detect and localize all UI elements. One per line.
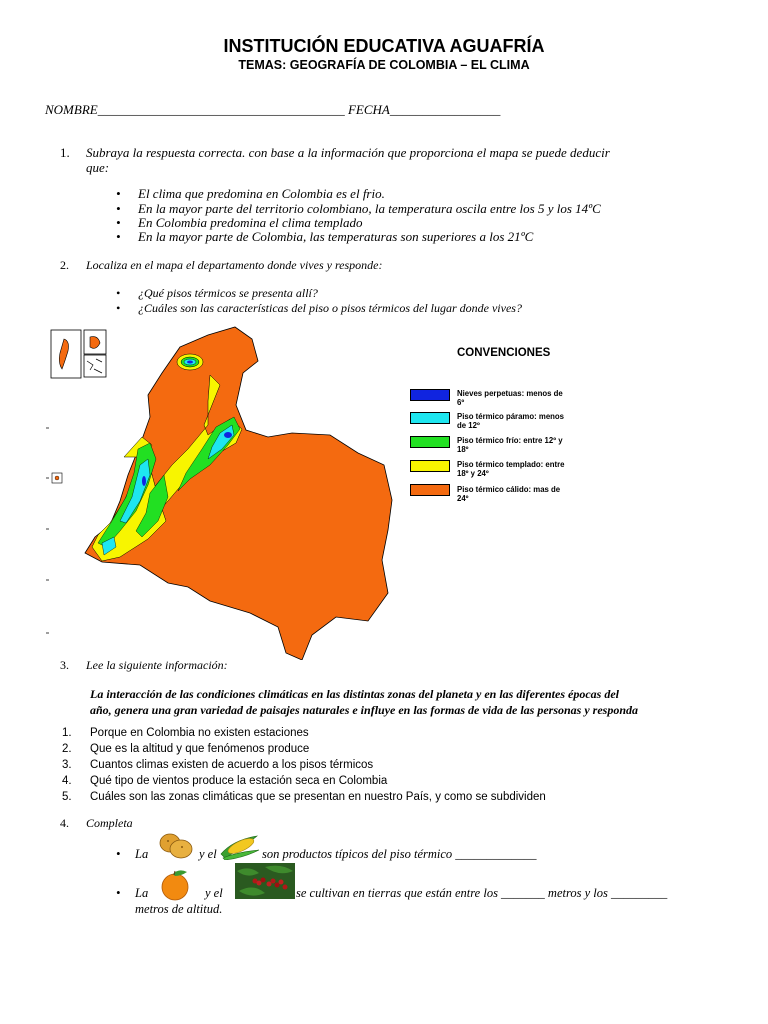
colombia-climate-map	[40, 325, 400, 660]
bullet-icon: •	[116, 201, 121, 216]
question-number: 1.	[60, 145, 70, 160]
bullet-icon: •	[116, 215, 121, 230]
completion-sentence-2: • La y el se cultivan en tierras que están entre los _______ metros y los _________ metros de altitud.	[0, 886, 768, 920]
question-1-line-2: que:	[86, 160, 110, 175]
option-4[interactable]: En la mayor parte de Colombia, las temperaturas son superiores a los 21ºC	[138, 229, 534, 244]
legend-label-snow: Nieves perpetuas: menos de 6º	[457, 389, 563, 407]
map-inset-islands	[84, 355, 106, 377]
question-2	[0, 258, 768, 318]
bullet-icon: •	[116, 847, 121, 861]
list-item: Qué tipo de vientos produce la estación seca en Colombia	[90, 775, 388, 787]
list-item: Que es la altitud y que fenómenos produce	[90, 743, 310, 755]
question-4-text: Completa	[86, 816, 133, 830]
info-paragraph: La interacción de las condiciones climáticas en las distintas zonas del planeta y en las diferentes épocas del año, genera una gran variedad de paisajes naturales e influye en las formas de vida de las personas y responda	[90, 687, 639, 717]
q2-option-1: ¿Qué pisos térmicos se presenta allí?	[138, 286, 318, 300]
question-number: 2.	[60, 258, 69, 272]
question-1	[0, 145, 768, 245]
page-title: INSTITUCIÓN EDUCATIVA AGUAFRÍA	[223, 36, 545, 56]
option-1[interactable]: El clima que predomina en Colombia es el frio.	[138, 186, 385, 201]
bullet-icon: •	[116, 886, 121, 900]
legend-swatch-cold	[410, 436, 450, 448]
legend-swatch-temperate	[410, 460, 450, 472]
list-item: Cuáles son las zonas climáticas que se presentan en nuestro País, y como se subdividen	[90, 791, 546, 803]
q2-option-2: ¿Cuáles son las características del piso o pisos térmicos del lugar donde vives?	[138, 301, 522, 315]
legend-title: CONVENCIONES	[457, 347, 551, 359]
question-number: 3.	[60, 658, 69, 672]
question-3-list: 1. Porque en Colombia no existen estaciones 2. Que es la altitud y que fenómenos produce 3. Cuantos climas existen de acuerdo a los pisos térmicos 4. Qué tipo de vientos produce la estación seca en Colombia 5. Cuáles son las zonas climáticas que se presentan en nuestro País, y como se subdividen	[62, 727, 546, 803]
question-3-text: Lee la siguiente información:	[86, 658, 228, 672]
legend-label-warm: Piso térmico cálido: mas de 24º	[457, 485, 561, 503]
bullet-icon: •	[116, 286, 121, 300]
completion-sentence-1: • La y el son productos típicos del piso térmico _____________	[0, 847, 768, 871]
question-3	[0, 658, 768, 678]
option-3[interactable]: En Colombia predomina el clima templado	[138, 215, 363, 230]
legend-swatch-snow	[410, 389, 450, 401]
orange-icon	[153, 868, 199, 902]
question-1-line-1: Subraya la respuesta correcta. con base a la información que proporciona el mapa se puede deducir	[86, 145, 610, 160]
coffee-plant-icon	[235, 863, 295, 899]
list-item: Porque en Colombia no existen estaciones	[90, 727, 309, 739]
option-2[interactable]: En la mayor parte del territorio colombiano, la temperatura oscila entre los 5 y los 14ºC	[138, 201, 601, 216]
potato-icon	[156, 829, 196, 861]
legend-label-cold: Piso térmico frío: entre 12º y 18º	[457, 436, 563, 454]
question-4	[0, 816, 768, 836]
question-number: 4.	[60, 816, 69, 830]
bullet-icon: •	[116, 186, 121, 201]
corn-icon	[219, 832, 261, 860]
bullet-icon: •	[116, 301, 121, 315]
legend-label-temperate: Piso térmico templado: entre 18º y 24º	[457, 460, 565, 478]
page-subtitle: TEMAS: GEOGRAFÍA DE COLOMBIA – EL CLIMA	[238, 58, 530, 72]
legend-swatch-warm	[410, 484, 450, 496]
list-item: Cuantos climas existen de acuerdo a los pisos térmicos	[90, 759, 374, 771]
legend-label-paramo: Piso térmico páramo: menos de 12º	[457, 412, 565, 430]
name-date-field[interactable]: NOMBRE______________________________________ FECHA_________________	[45, 102, 501, 117]
legend-swatch-paramo	[410, 412, 450, 424]
bullet-icon: •	[116, 229, 121, 244]
question-2-text: Localiza en el mapa el departamento donde vives y responde:	[86, 258, 383, 272]
